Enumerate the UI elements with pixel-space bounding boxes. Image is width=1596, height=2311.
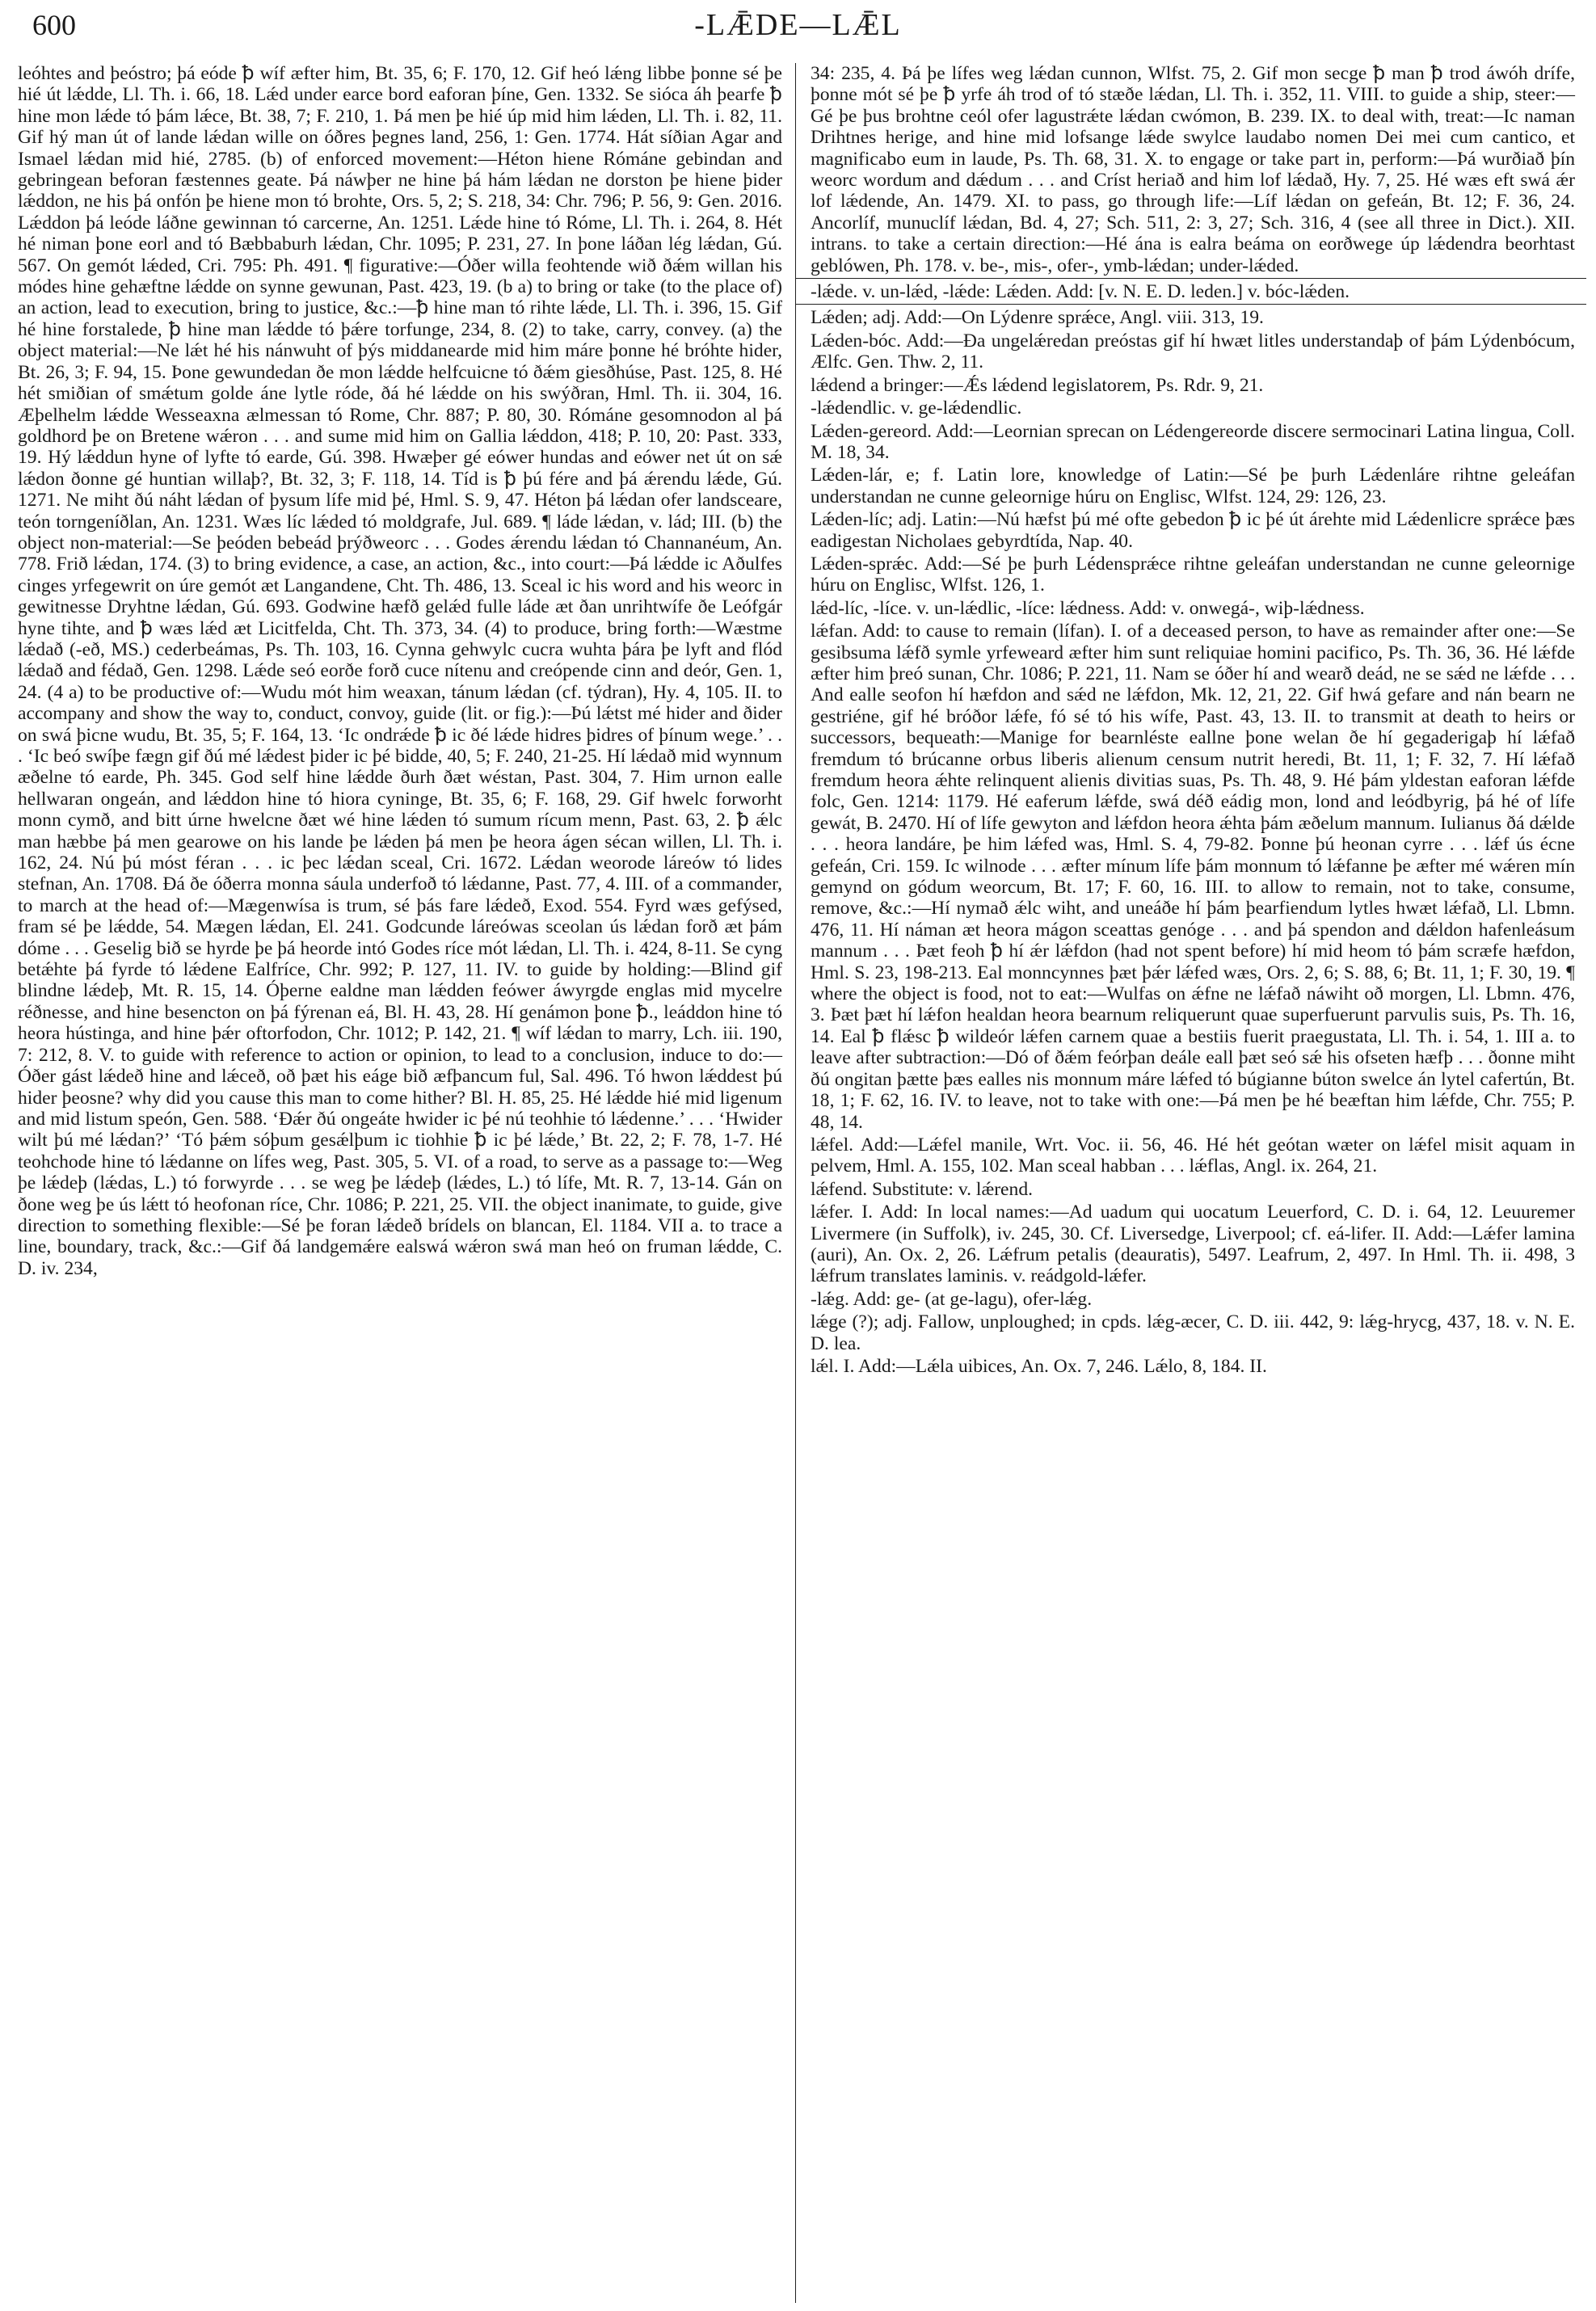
entry-laeden-lic: Lǽden-líc; adj. Latin:—Nú hæfst þú mé ofte gebedon ꝥ ic þé út árehte mid Lǽdenlicre sprǽce þæs eadigestan Nicholaes gebyrdtída, Nap. 40.: [811, 509, 1575, 552]
entry-laefend: lǽfend. Substitute: v. lǽrend.: [811, 1178, 1034, 1200]
entry-laede: -lǽde. v. un-lǽd, -lǽde: Lǽden. Add: [v. N. E. D. leden.] v. bóc-lǽden.: [811, 281, 1350, 303]
entry-laefan: lǽfan. Add: to cause to remain (lífan). I. of a deceased person, to have as remainder after one:—Se gesibsuma lǽfð symle yrfeweard æfter him sunt reliquiae homini pacifico, Ps. Th. 36, 36. Hé lǽfde æfter him þreó sunan, Chr. 1086; P. 221, 11. Nam se óðer hí and wearð deád, ne se sǽd ne lǽfde . . . And ealle seofon hí hæfdon and sǽd ne lǽfdon, Mk. 12, 21, 22. Gif hwá gefare and nán bearn ne gestriéne, gif hé bróðor lǽfe, fó sé tó his wífe, Past. 43, 13. II. to transmit at death to heirs or successors, bequeath:—Manige for bearnléste eallne þone welan ðe hí gegaderigaþ hí lǽfað fremdum tó brúcanne orbus liberis alienum censum nutrit heredi, Bt. 11, 1; F. 32, 7. Hí lǽfað fremdum heora ǽhte relinquent alienis divitias suas, Ps. Th. 48, 9. Hé þám yldestan eaforan lǽfde folc, Gen. 1214: 1179. Hé eaferum lǽfde, swá déð eádig mon, lond and leódbyrig, þá hé of lífe gewát, B. 2470. Hí of lífe gewyton and lǽfdon heora ǽhta þám æðelum mannum. Iulianus ðá dǽlde . . . heora landáre, þe him lǽfed was, Hml. S. 4, 79-82. Þonne þú heonan cyrre . . . lǽf ús écne gefeán, Cri. 159. Ic wilnode . . . æfter mínum lífe þám monnum tó lǽfanne þe æfter mé wǽren mín gemynd on gódum weorcum, Bt. 17; F. 60, 16. III. to allow to remain, not to take, consume, remove, &c.:—Hí nymað ǽlc wiht, and uneáðe hí þám þearfiendum lytles hwæt lǽfað, Ll. Lbmn. 476, 11. Hí náman æt heora mágon sceattas genóge . . . and þá spendon and dǽldon hafenleásum mannum . . . Þæt feoh ꝥ hí ǽr lǽfdon (had not spent before) hí mid heom tó þám scræfe hæfdon, Hml. S. 23, 198-213. Eal monncynnes þæt þǽr lǽfed wæs, Ors. 2, 6; S. 88, 6; Bt. 11, 1; F. 30, 19. ¶ where the object is food, not to eat:—Wulfas on ǽfne ne lǽfað náwiht oð morgen, Ll. Lbmn. 476, 3. Þæt þæt hí lǽfon healdan heora bearnum reliquerunt quae superfuerunt parvulis suis, Ps. Th. 16, 14. Eal ꝥ flǽsc ꝥ wildeór lǽfen carnem quae a bestiis fuerit praegustata, Ll. Th. i. 54, 1. III a. to leave after subtraction:—Dó of ðǽm feórþan deále eall þæt seó sǽ his ofseten hæfþ . . . ðonne miht ðú ongitan þætte þæs ealles nis monnum máre lǽfed tó búgianne búton swelce án lytel cafertún, Bt. 18, 1; F. 62, 16. IV. to leave, not to take with one:—Þá men þe hé beæftan him lǽfde, Chr. 755; P. 48, 14.: [811, 621, 1575, 1133]
entry-laedendlic: -lǽdendlic. v. ge-lǽdendlic.: [811, 398, 1022, 419]
running-head: -LǢDE—LǢL: [694, 8, 902, 42]
entry-divider: [796, 278, 1586, 279]
left-column: [6, 63, 796, 2303]
left-column-text: leóhtes and þeóstro; þá eóde ꝥ wíf æfter him, Bt. 35, 6; F. 170, 12. Gif heó lǽng libbe þonne sé þe hié út lǽdde, Ll. Th. i. 66, 18. Lǽd under earce bord eaforan þíne, Gen. 1332. Se sióca áh þearfe ꝥ hine mon lǽde tó þám lǽce, Bt. 38, 7; F. 210, 1. Þá men þe hié úp mid him lǽden, Ll. Th. i. 82, 11. Gif hý man út of lande lǽdan wille on óðres þegnes land, 256, 1: Gen. 1774. Hát síðian Agar and Ismael lǽdan mid hié, 2785. (b) of enforced movement:—Héton hiene Rómáne gebindan and gebringean beforan fæstennes geate. Þá náwþer ne hine þá hám lǽdan ne dorston þe hiene þider lǽddon, ne his þá onfón þe hiene mon tó brohte, Ors. 5, 2; S. 218, 34: Chr. 796; P. 56, 9: Gen. 2016. Lǽddon þá leóde láðne gewinnan tó carcerne, An. 1251. Lǽde hine tó Róme, Ll. Th. i. 264, 8. Hét hé niman þone eorl and tó Bæbbaburh lǽdan, Chr. 1095; P. 231, 27. In þone láðan lég lǽdan, Gú. 567. On gemót lǽded, Cri. 795: Ph. 491. ¶ figurative:—Óðer willa feohtende wið ðǽm willan his módes hine gehæftne lǽdde on synne gewunan, Past. 423, 19. (b a) to bring or take (to the place of) an action, lead to execution, bring to justice, &c.:—ꝥ hine man tó rihte lǽde, Ll. Th. i. 396, 15. Gif hé hine forstalede, ꝥ hine man lǽdde tó þǽre torfunge, 234, 8. (2) to take, carry, convey. (a) the object material:—Ne lǽt hé his nánwuht of þýs middanearde mid him máre þonne hé bróhte hider, Bt. 26, 3; F. 94, 15. Þone gewundedan ðe mon lǽdde helfcuicne tó ðǽm giesðhúse, Past. 125, 8. Hé hét smiðian of smǽtum golde áne lytle róde, ðá hé lǽdde on his swýðran, Hml. Th. ii. 304, 16. Æþelhelm lǽdde Wesseaxna ælmessan tó Rome, Chr. 887; P. 80, 30. Rómáne gesomnodon al þá goldhord þe on Bretene wǽron . . . and sume mid him on Gallia lǽddon, 418; P. 10, 20: Past. 333, 19. Hý lǽddun hyne of lyfte tó earde, Gú. 398. Hwæþer gé eówer hundas and eówer net út on sǽ lǽdon ðonne gé huntian willaþ?, Bt. 32, 3; F. 118, 14. Tíd is ꝥ þú fére and þá ǽrendu lǽde, Gú. 1271. Ne miht ðú náht lǽdan of þysum lífe mid þé, Hml. S. 9, 47. Héton þá lǽdan ofer landsceare, teón torngeníðlan, An. 1231. Wæs líc lǽded tó moldgrafe, Jul. 689. ¶ láde lǽdan, v. lád; III. (b) the object non-material:—Se þeóden bebeád þrýðweorc . . . Godes ǽrendu lǽdan tó Channanéum, An. 778. Frið lǽdan, 174. (3) to bring evidence, a case, an action, &c., into court:—Þá lǽdde ic Aðulfes cinges yrfegewrit on úre gemót æt Langandene, Cht. Th. 486, 13. Sceal ic his word and his weorc in gewitnesse Dryhtne lǽdan, Gú. 693. Godwine hæfð gelǽd fulle láde æt ðan unrihtwífe ðe Leófgár hyne tihte, and ꝥ wæs lǽd æt Licitfelda, Cht. Th. 373, 34. (4) to produce, bring forth:—Wæstme lǽdað (-eð, MS.) cederbeámas, Ps. Th. 103, 16. Cynna gehwylc cucra wuhta þára þe lyft and flód lǽdað and fédað, Gen. 1298. Lǽde seó eorðe forð cuce nítenu and creópende cinn and deór, Gen. 1, 24. (4 a) to be productive of:—Wudu mót him weaxan, tánum lǽdan (cf. týdran), Hy. 4, 105. II. to accompany and show the way to, conduct, convoy, guide (lit. or fig.):—Þú lǽtst mé hider and ðider on swá þicne wudu, Bt. 35, 5; F. 164, 13. ‘Ic ondrǽde ꝥ ic ðé lǽde hidres þidres of þínum wege.’ . . . ‘Ic beó swíþe fægn gif ðú mé lǽdest þider ic þé bidde, 40, 5; F. 240, 21-25. Hí lǽdað mid wynnum æðelne tó earde, Ph. 345. God self hine lǽdde ðurh ðæt wéstan, Past. 304, 7. Him urnon ealle hellwaran ongeán, and lǽddon hine tó hiora cyninge, Bt. 35, 6; F. 168, 29. Gif hwelc forworht monn cymð, and bitt úrne hwelcne ðæt wé hine lǽden tó sumum rícum menn, Past. 63, 2. ꝥ ǽlc man hæbbe þá men gearowe on his lande þe lǽden þá men þe heora ágen sécan willen, Ll. Th. i. 162, 24. Nú þú móst féran . . . ic þec lǽdan sceal, Cri. 1672. Lǽdan weorode láreów tó lides stefnan, An. 1708. Ðá ðe óðerra monna sáula underfoð tó lǽdanne, Past. 77, 4. III. of a commander, to march at the head of:—Mægenwísa is trum, sé þás fare lǽdeð, Exod. 554. Fyrd wæs gefýsed, fram sé þe lǽdde, 54. Mægen lǽdan, El. 241. Godcunde láreówas sceolan ús lǽdan forð æt þám dóme . . . Geselig bið se hyrde þe þá heorde intó Godes ríce mót lǽdan, Ll. Th. i. 424, 8-11. Se cyng betǽhte þá fyrde tó lǽdene Ealfríce, Chr. 992; P. 127, 11. IV. to guide by holding:—Blind gif blindne lǽdeþ, Mt. R. 15, 14. Óþerne ealdne man lǽdden feówer áwyrgde englas mid mycelre réðnesse, and hine besencton on þá fýrenan eá, Bl. H. 43, 28. Hí genámon þone ꝥ., leáddon hine tó heora hústinga, and hine þǽr oftorfodon, Chr. 1012; P. 142, 21. ¶ wíf lǽdan to marry, Lch. iii. 190, 7: 212, 8. V. to guide with reference to action or opinion, to lead to a conclusion, induce to do:—Óðer gást lǽdeð hine and lǽceð, oð þæt his eáge bið æfþancum ful, Sal. 496. Tó hwon lǽddest þú hider þeosne? why did you cause this man to come hither? Bl. H. 85, 25. Hé lǽdde hié mid ligenum and mid listum speón, Gen. 588. ‘Ðǽr ðú ongeáte hwider ic þé nú teohhie tó lǽdenne.’ . . . ‘Hwider wilt þú mé lǽdan?’ ‘Tó þǽm sóþum gesǽlþum ic tiohhie ꝥ ic þé lǽde,’ Bt. 22, 2; F. 78, 1-7. Hé teohchode hine tó lǽdanne on lífes weg, Past. 305, 5. VI. of a road, to serve as a passage to:—Weg þe lǽdeþ (lǽdas, L.) tó forwyrde . . . se weg þe lǽdeþ (lǽdes, L.) tó lífe, Mt. R. 7, 13-14. Gán on ðone weg þe ús lǽtt tó heofonan ríce, Chr. 1086; P. 221, 25. VII. the object inanimate, to guide, give direction to something flexible:—Sé þe foran lǽdeð brídels on blancan, El. 1184. VII a. to trace a line, boundary, track, &c.:—Gif ðá landgemǽre ealswá wǽron swá man heó on fruman lǽdde, C. D. iv. 234,: [18, 63, 782, 1279]
entry-lael: lǽl. I. Add:—Lǽla uibices, An. Ox. 7, 246. Lǽlo, 8, 184. II.: [811, 1355, 1267, 1377]
entry-laefer: lǽfer. I. Add: In local names:—Ad uadum qui uocatum Leuerford, C. D. i. 64, 12. Leuuremer Livermere (in Suffolk), iv. 245, 30. Cf. Liversedge, Liverpool; cf. eá-lifer. II. Add:—Lǽfer lamina (auri), An. Ox. 2, 26. Lǽfrum petalis (deauratis), 5497. Leafrum, 2, 497. In Hml. Th. ii. 498, 3 lǽfrum translates laminis. v. reádgold-lǽfer.: [811, 1202, 1575, 1287]
entry-laeden-adj: Lǽden; adj. Add:—On Lýdenre sprǽce, Angl. viii. 313, 19.: [811, 307, 1264, 329]
entry-laeden-boc: Lǽden-bóc. Add:—Ða ungelǽredan preóstas gif hí hwæt litles understandaþ of þám Lýdenbócum, Ælfc. Gen. Thw. 2, 11.: [811, 330, 1575, 373]
entry-laeden-spraec: Lǽden-sprǽc. Add:—Sé þe þurh Lédensprǽce rihtne geleáfan understandan ne cunne geleornige húru on Englisc, Wlfst. 126, 1.: [811, 553, 1575, 596]
entry-laeden-lar: Lǽden-lár, e; f. Latin lore, knowledge of Latin:—Sé þe þurh Lǽdenláre rihtne geleáfan understandan ne cunne geleornige húru on Englisc, Wlfst. 124, 29: 126, 23.: [811, 465, 1575, 507]
page-number: 600: [32, 9, 76, 41]
text-columns: [6, 63, 1586, 2303]
entry-laedan-continued: 34: 235, 4. Þá þe lífes weg lǽdan cunnon, Wlfst. 75, 2. Gif mon secge ꝥ man ꝥ trod áwóh drífe, þonne mót sé þe ꝥ yrfe áh trod of tó stæðe lǽdan, Ll. Th. i. 352, 11. VIII. to guide a ship, steer:—Gé þe þus brohtne ceól ofer lagustrǽte lǽdan cwómon, B. 239. IX. to deal with, treat:—Ic naman Drihtnes herige, and hine mid lofsange lǽde swylce laudabo nomen Dei mei cum cantico, et magnificabo eum in laude, Ps. Th. 68, 31. X. to engage or take part in, perform:—Þá wurðiað þín weorc wordum and dǽdum . . . and Críst heriað and him lof lǽdað, Hy. 7, 25. Hé wæs eft swá ǽr lof lǽdende, An. 1479. XI. to pass, go through life:—Líf lǽdan on gefeán, Bt. 12; F. 36, 24. Ancorlíf, munuclíf lǽdan, Bd. 4, 27; Sch. 511, 2: 3, 27; Sch. 316, 4 (see all three in Dict.). XII. intrans. to take a certain direction:—Hé ána is ealra beáma on eorðwege úp lǽdendra beorhtast geblówen, Ph. 178. v. be-, mis-, ofer-, ymb-lǽdan; under-lǽded.: [811, 63, 1575, 276]
entry-divider: [796, 304, 1586, 305]
entry-laedend: lǽdend a bringer:—Ǽs lǽdend legislatorem, Ps. Rdr. 9, 21.: [811, 374, 1264, 396]
entry-laege: lǽge (?); adj. Fallow, unploughed; in cpds. lǽg-æcer, C. D. iii. 442, 9: lǽg-hrycg, 437, 18. v. N. E. D. lea.: [811, 1311, 1575, 1354]
entry-laeg: -lǽg. Add: ge- (at ge-lagu), ofer-lǽg.: [811, 1288, 1093, 1310]
page-header: [32, 6, 1564, 44]
right-column: [796, 63, 1586, 2303]
entry-laed-lic: lǽd-líc, -líce. v. un-lǽdlic, -líce: lǽdness. Add: v. onwegá-, wiþ-lǽdness.: [811, 597, 1365, 619]
entry-laeden-gereord: Lǽden-gereord. Add:—Leornian sprecan on Lédengereorde discere sermocinari Latina lingua, Coll. M. 18, 34.: [811, 420, 1575, 463]
entry-laefel: lǽfel. Add:—Lǽfel manile, Wrt. Voc. ii. 56, 46. Hé hét geótan wæter on lǽfel misit aquam in pelvem, Hml. A. 155, 102. Man sceal habban . . . lǽflas, Angl. ix. 264, 21.: [811, 1134, 1575, 1177]
